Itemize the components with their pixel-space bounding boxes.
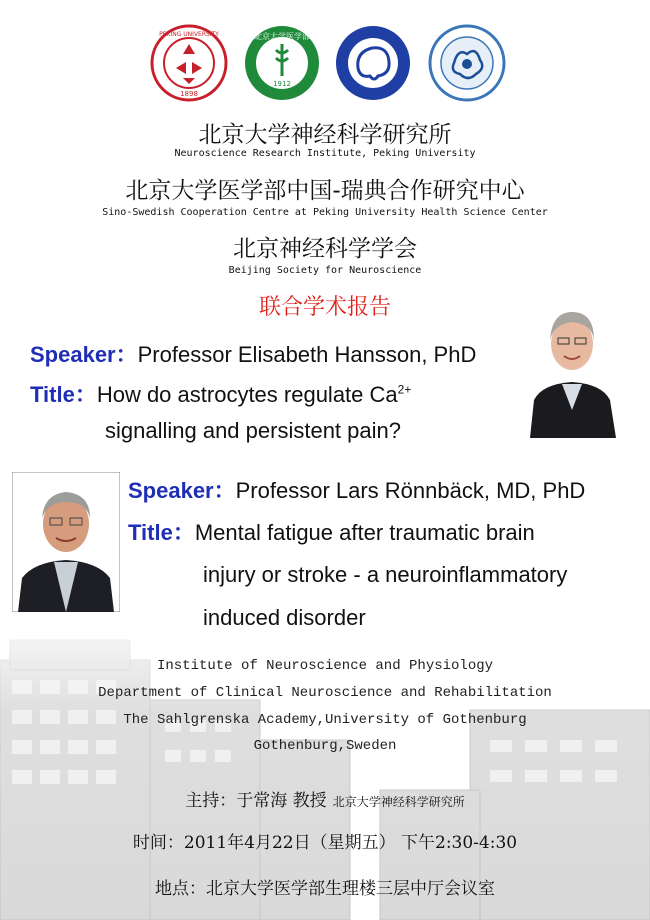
event-time: 时间：2011年4月22日（星期五） 下午2:30-4:30 [132, 833, 518, 853]
host-affiliation: 北京大学神经科学研究所 [332, 795, 465, 809]
talk2-speaker-name: Professor Lars Rönnbäck, MD, PhD [235, 478, 586, 503]
svg-text:1912: 1912 [273, 80, 291, 88]
talk2-title-line3: induced disorder [203, 605, 366, 630]
svg-text:1898: 1898 [180, 90, 198, 98]
svg-text:PEKING UNIVERSITY: PEKING UNIVERSITY [159, 31, 219, 38]
talk2-speaker-line [128, 474, 585, 505]
talk1-title-label: Title： [30, 382, 97, 407]
joint-report-heading: 联合学术报告 [258, 295, 391, 320]
event-place: 地点：北京大学医学部生理楼三层中厅会议室 [155, 879, 495, 899]
peking-university-health-science-center-seal-icon [243, 24, 321, 102]
talk1-title-text: How do astrocytes regulate Ca [96, 382, 398, 407]
talk2-title-line [128, 516, 535, 547]
host-line [0, 786, 650, 811]
talk2-title-label: Title： [128, 520, 195, 545]
org2-chinese-title: 北京大学医学部中国-瑞典合作研究中心 [125, 178, 525, 204]
talk1-title-line [30, 378, 411, 409]
host-label: 主持：于常海 教授 [185, 791, 327, 811]
talk2-speaker-label: Speaker： [128, 478, 236, 503]
org1-chinese-title: 北京大学神经科学研究所 [198, 122, 452, 148]
institution-line4: Gothenburg,Sweden [253, 738, 397, 754]
peking-university-seal-icon [150, 24, 228, 102]
speaker1-photo [522, 292, 622, 438]
neuroscience-institute-seal-icon [334, 24, 412, 102]
speaker2-photo [12, 472, 120, 612]
org2-english-subtitle: Sino-Swedish Cooperation Centre at Peking University Health Science Center [102, 207, 548, 218]
beijing-society-neuroscience-seal-icon [428, 24, 506, 102]
institution-line1: Institute of Neuroscience and Physiology [156, 658, 494, 674]
talk1-speaker-name: Professor Elisabeth Hansson, PhD [137, 342, 477, 367]
talk1-speaker-label: Speaker： [30, 342, 138, 367]
org1-english-subtitle: Neuroscience Research Institute, Peking University [174, 148, 476, 159]
svg-text:北京大学医学部: 北京大学医学部 [254, 32, 310, 41]
talk1-title-line2: signalling and persistent pain? [105, 418, 401, 443]
talk1-title-superscript: 2+ [397, 382, 412, 397]
institution-line2: Department of Clinical Neuroscience and Rehabilitation [98, 685, 552, 701]
institution-line3: The Sahlgrenska Academy,University of Gothenburg [123, 712, 527, 728]
building-background-image [0, 600, 650, 920]
talk2-title-text: Mental fatigue after traumatic brain [194, 520, 535, 545]
talk1-speaker-line [30, 338, 476, 369]
org3-english-subtitle: Beijing Society for Neuroscience [228, 265, 422, 276]
org3-chinese-title: 北京神经科学学会 [233, 236, 417, 262]
talk2-title-line2: injury or stroke - a neuroinflammatory [203, 562, 568, 587]
logo-row [0, 24, 650, 104]
